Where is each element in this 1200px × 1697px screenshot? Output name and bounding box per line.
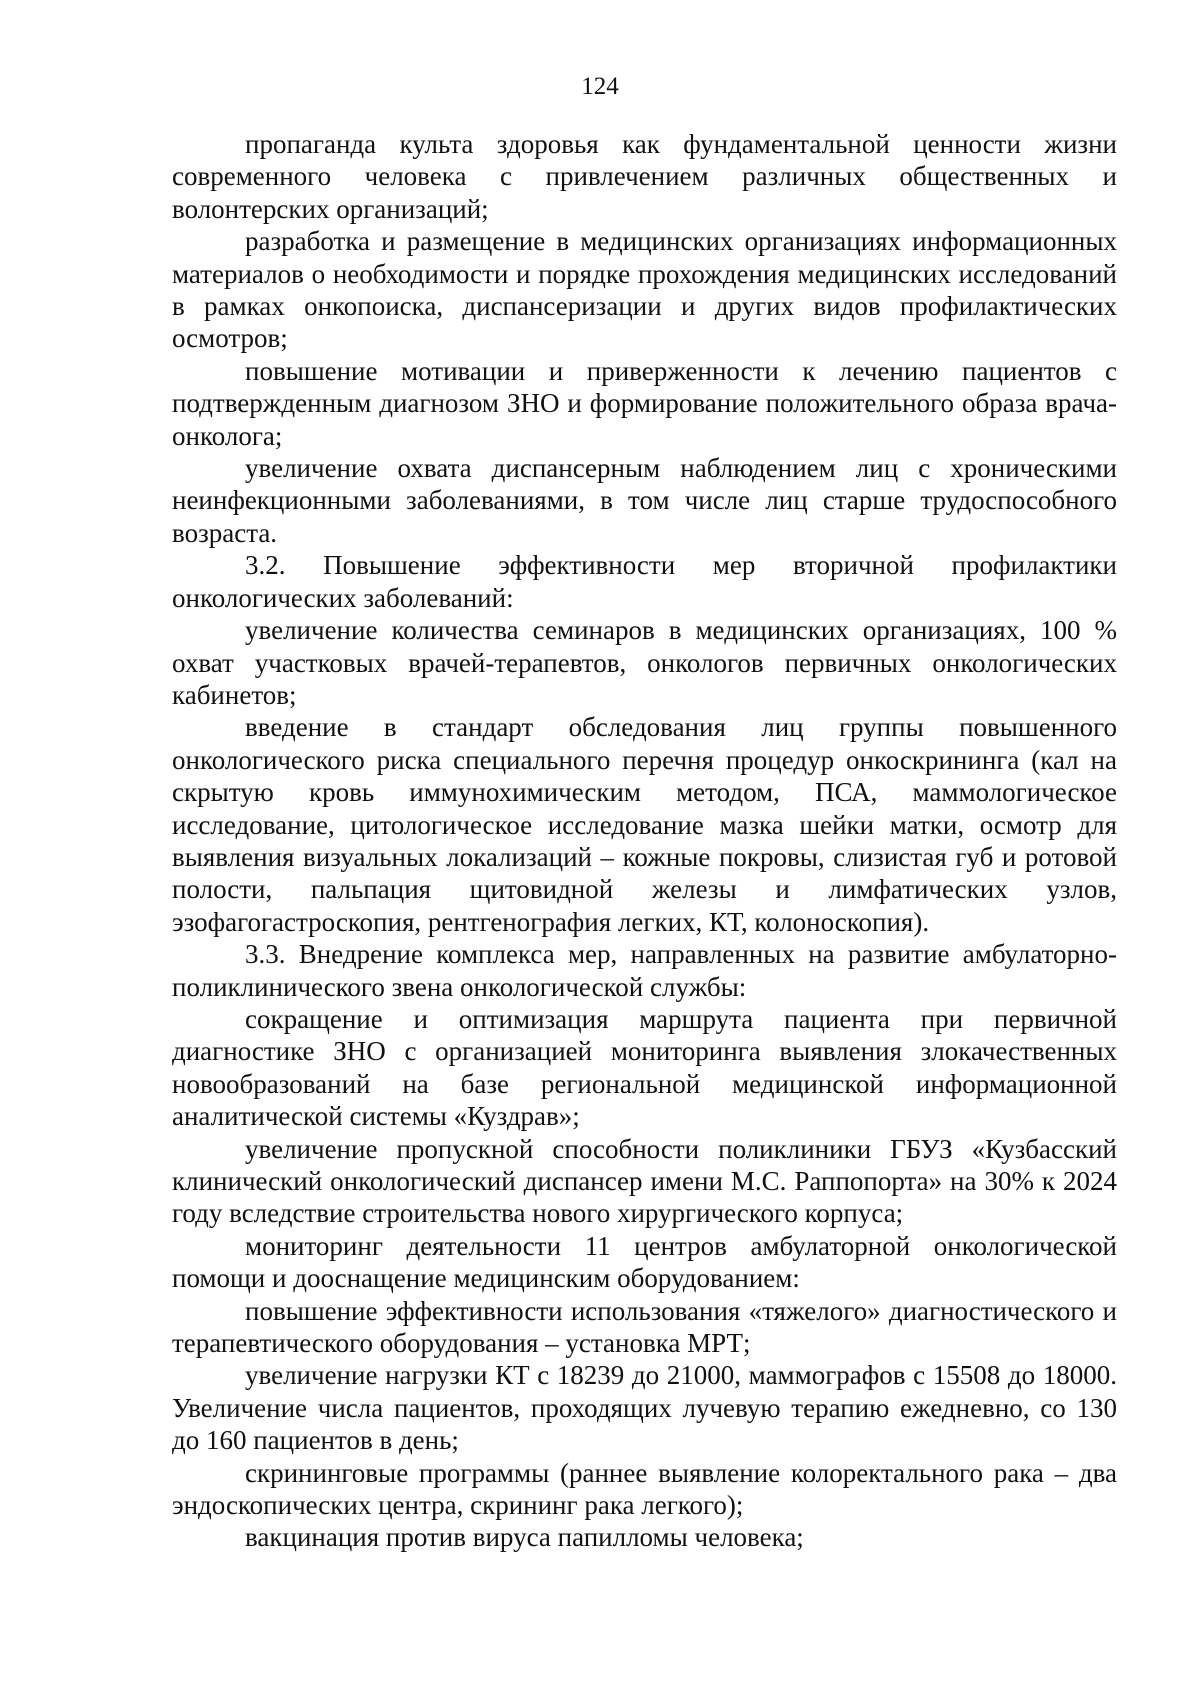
paragraph: увеличение охвата диспансерным наблюдением лиц с хроническими неинфекционными заболеваниями, в том числе лиц старше трудоспособного возраста. [172,453,1117,548]
paragraph: увеличение пропускной способности поликлиники ГБУЗ «Кузбасский клинический онкологический диспансер имени М.С. Раппопорта» на 30% к 2024 году вследствие строительства нового хирургического корпуса; [172,1133,1117,1229]
paragraph: разработка и размещение в медицинских организациях информационных материалов о необходимости и порядке прохождения медицинских исследований в рамках онкопоиска, диспансеризации и других видов профилактических осмотров; [172,226,1117,354]
paragraph: увеличение нагрузки КТ с 18239 до 21000, маммографов с 15508 до 18000. Увеличение числа пациентов, проходящих лучевую терапию ежедневно, со 130 до 160 пациентов в день; [172,1360,1117,1456]
paragraph: скрининговые программы (раннее выявление колоректального рака – два эндоскопических центра, скрининг рака легкого); [172,1457,1117,1521]
section-heading-3-3: 3.3. Внедрение комплекса мер, направленных на развитие амбулаторно-поликлинического звена онкологической службы: [172,939,1117,1002]
paragraph: введение в стандарт обследования лиц группы повышенного онкологического риска специального перечня процедур онкоскрининга (кал на скрытую кровь иммунохимическим методом, ПСА, маммологическое исследование, цитологическое исследование мазка шейки матки, осмотр для выявления визуальных локализаций – кожные покровы, слизистая губ и ротовой полости, пальпация щитовидной железы и лимфатических узлов, эзофагогастроскопия, рентгенография легких, КТ, колоноскопия). [172,712,1117,937]
paragraph: увеличение количества семинаров в медицинских организациях, 100 % охват участковых врачей-терапевтов, онкологов первичных онкологических кабинетов; [172,615,1117,710]
paragraph: вакцинация против вируса папилломы человека; [245,1522,804,1553]
paragraph: мониторинг деятельности 11 центров амбулаторной онкологической помощи и дооснащение медицинским оборудованием: [172,1230,1117,1294]
paragraph: пропаганда культа здоровья как фундаментальной ценности жизни современного человека с привлечением различных общественных и волонтерских организаций; [172,129,1117,224]
paragraph: повышение мотивации и приверженности к лечению пациентов с подтвержденным диагнозом ЗНО и формирование положительного образа врача-онколога; [172,355,1117,451]
page-number: 124 [581,73,619,100]
paragraph: повышение эффективности использования «тяжелого» диагностического и терапевтического оборудования – установка МРТ; [172,1295,1117,1359]
section-heading-3-2: 3.2. Повышение эффективности мер вторичной профилактики онкологических заболеваний: [172,550,1117,613]
paragraph: сокращение и оптимизация маршрута пациента при первичной диагностике ЗНО с организацией мониторинга выявления злокачественных новообразований на базе региональной медицинской информационной аналитической системы «Куздрав»; [172,1003,1117,1132]
document-body [172,128,1117,1554]
